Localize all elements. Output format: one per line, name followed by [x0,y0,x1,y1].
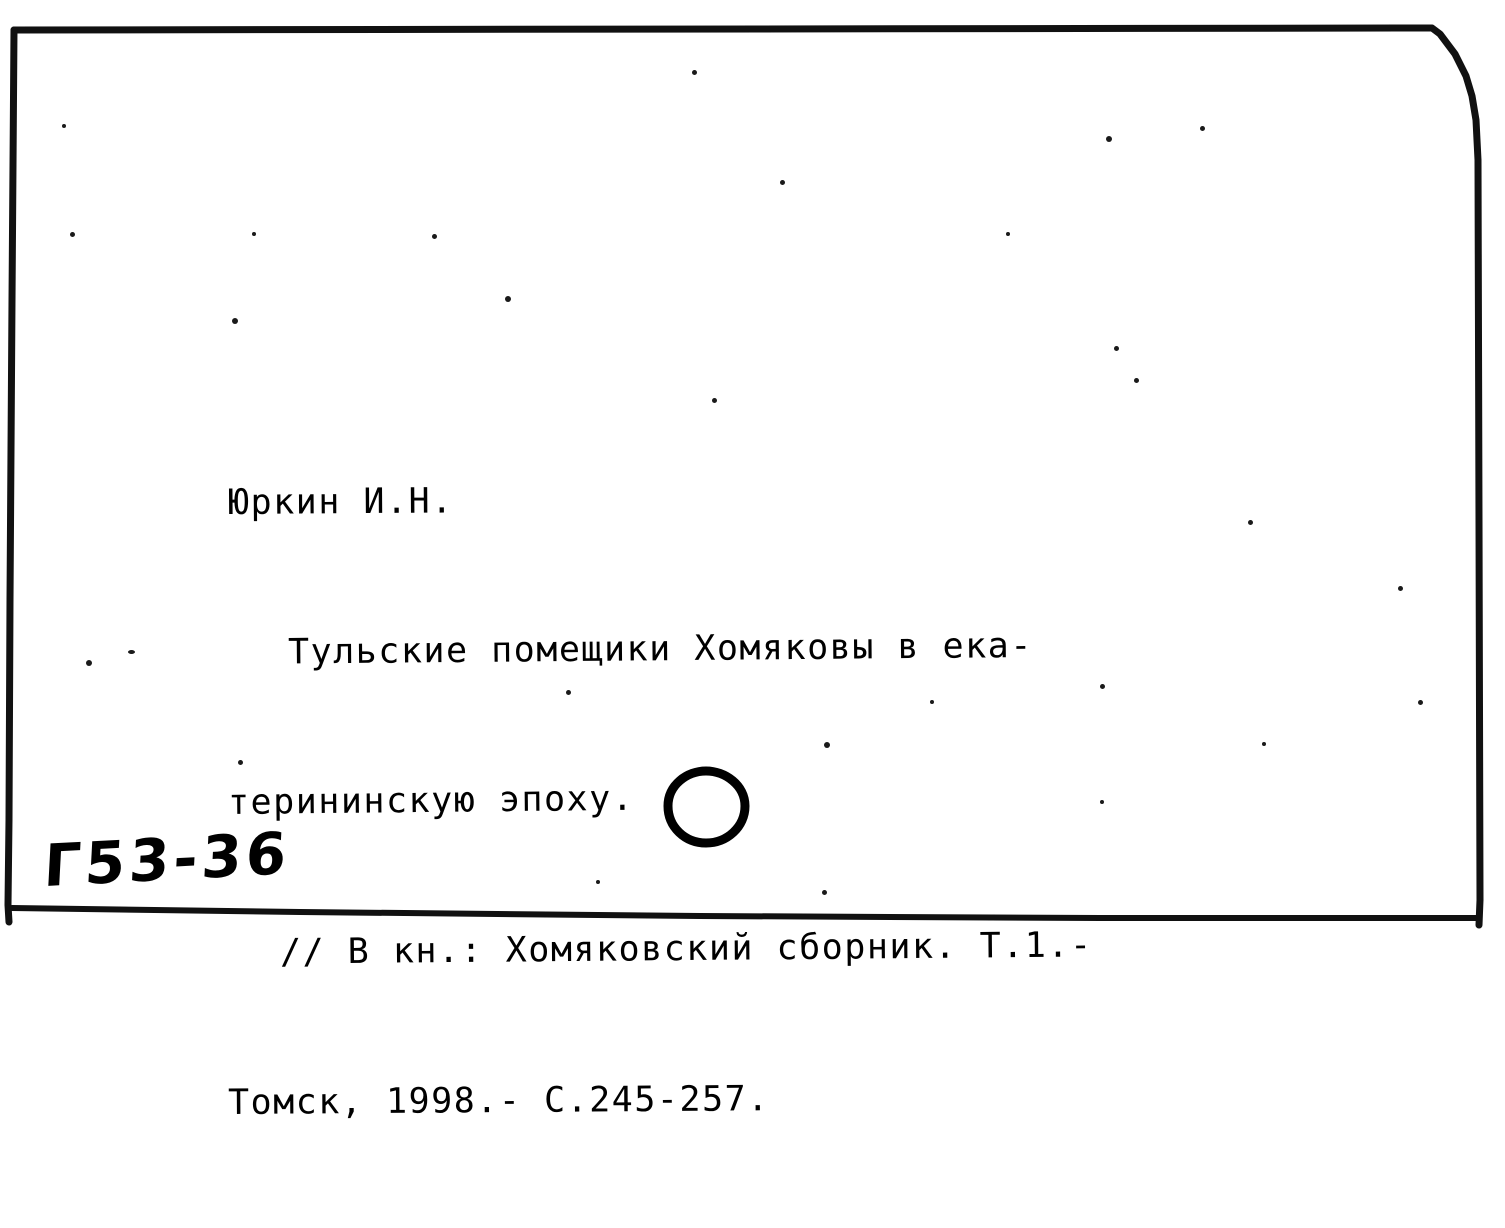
scan-speck [86,660,92,666]
scan-speck [1262,742,1266,746]
scan-speck [1114,346,1119,351]
scan-speck [566,690,571,695]
scan-speck [1248,520,1253,525]
scan-speck [1134,378,1139,383]
scan-speck [1100,800,1104,804]
scan-speck [238,760,243,765]
scan-speck [1106,136,1112,142]
shelfmark: Г53-36 [42,818,292,901]
scan-speck [1418,700,1423,705]
record-source-line-1: // В кн.: Хомяковский сборник. Т.1.- [279,925,1093,973]
scan-speck [1398,586,1403,591]
scan-speck [62,124,66,128]
scan-speck [712,398,717,403]
scan-speck [692,70,697,75]
scan-speck [596,880,600,884]
record-title-line-1: Тульские помещики Хомяковы в ека- [287,625,1034,673]
scan-speck [1100,684,1105,689]
scan-speck [1006,232,1010,236]
record-title-line-2: терининскую эпоху. [227,778,635,823]
scan-speck [70,232,75,237]
scan-speck [824,742,830,748]
scan-speck [780,180,785,185]
record-source-line-2: Томск, 1998.- С.245-257. [227,1079,770,1123]
scan-speck [128,650,135,654]
scan-speck [930,700,934,704]
scan-speck [505,296,511,302]
scan-speck [432,234,437,239]
scan-speck [822,890,827,895]
record-author: Юркин И.Н. [227,481,454,523]
scan-speck [232,318,238,324]
scan-speck [1200,126,1205,131]
punch-hole-icon [663,767,749,847]
scan-speck [252,232,256,236]
